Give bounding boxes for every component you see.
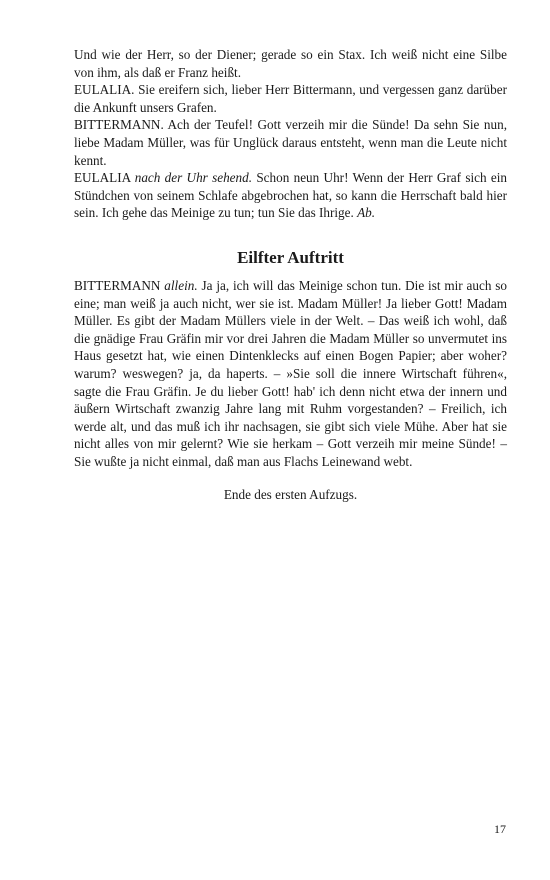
paragraph-bittermann-1 [74,116,507,169]
paragraph-text: EULALIA. Sie ereifern sich, lieber Herr Bittermann, und vergessen ganz darüber die Ankunft unsers Grafen. [74,82,507,115]
paragraph-text: Schon neun Uhr! Wenn der Herr Graf sich ein Stündchen von seinem Schlafe abgebrochen hat, so kann die Herrschaft bald hier sein. Ich gehe das Meinige zu tun; tun Sie das Ihrige. [74,170,507,221]
paragraph-eulalia-2 [74,169,507,222]
speaker-text: EULALIA [74,170,135,186]
stage-direction: nach der Uhr sehend. [134,170,253,186]
paragraph-text: Ja ja, ich will das Meinige schon tun. Die ist mir auch so eine; man weiß ja auch nicht, wer sie ist. Madam Müller! Ja lieber Gott! Madam Müller. Es gibt der Madam Müllers viele in der Welt. – Das weiß ich wohl, daß die gnädige Frau Gräfin mir vor drei Jahren die Madam Müller so unvermutet ins Haus gesetzt hat, wie einen Dintenklecks auf einen Bogen Papier; aber woher? warum? weswegen? ja, da haperts. – »Sie soll die innere Wirtschaft führen«, sagte die Frau Gräfin. Je du lieber Gott! hab' ich denn nicht etwa der innern und äußern Wirtschaft zwanzig Jahre lang mit Ruhm vorgestanden? – Freilich, ich werde alt, und das muß ich ihr nachsagen, sie gibt sich viele Mühe. Aber hat sie nicht alles von mir gelernt? Wie sie herkam – Gott verzeih mir meine Sünde! – Sie wußte ja nicht einmal, daß man aus Flachs Leinewand webt. [74,277,507,469]
page-number: 17 [494,822,506,836]
paragraph-eulalia-1 [74,81,507,116]
paragraph-text: Und wie der Herr, so der Diener; gerade so ein Stax. Ich weiß nicht eine Silbe von ihm, als daß er Franz heißt. [74,47,507,80]
scene-heading: Eilfter Auftritt [237,247,344,267]
paragraph-bittermann-monologue [74,277,507,471]
speaker-text: BITTERMANN [74,277,165,293]
page-body [74,46,507,504]
paragraph-text: BITTERMANN. Ach der Teufel! Gott verzeih mir die Sünde! Da sehn Sie nun, liebe Madam Müller, was für Unglück daraus entsteht, wenn man die Leute nicht kennt. [74,117,507,168]
stage-direction: allein. [164,277,198,293]
paragraph-stax [74,46,507,81]
act-end-note: Ende des ersten Aufzugs. [223,487,358,503]
stage-direction-exit: Ab. [357,205,376,221]
